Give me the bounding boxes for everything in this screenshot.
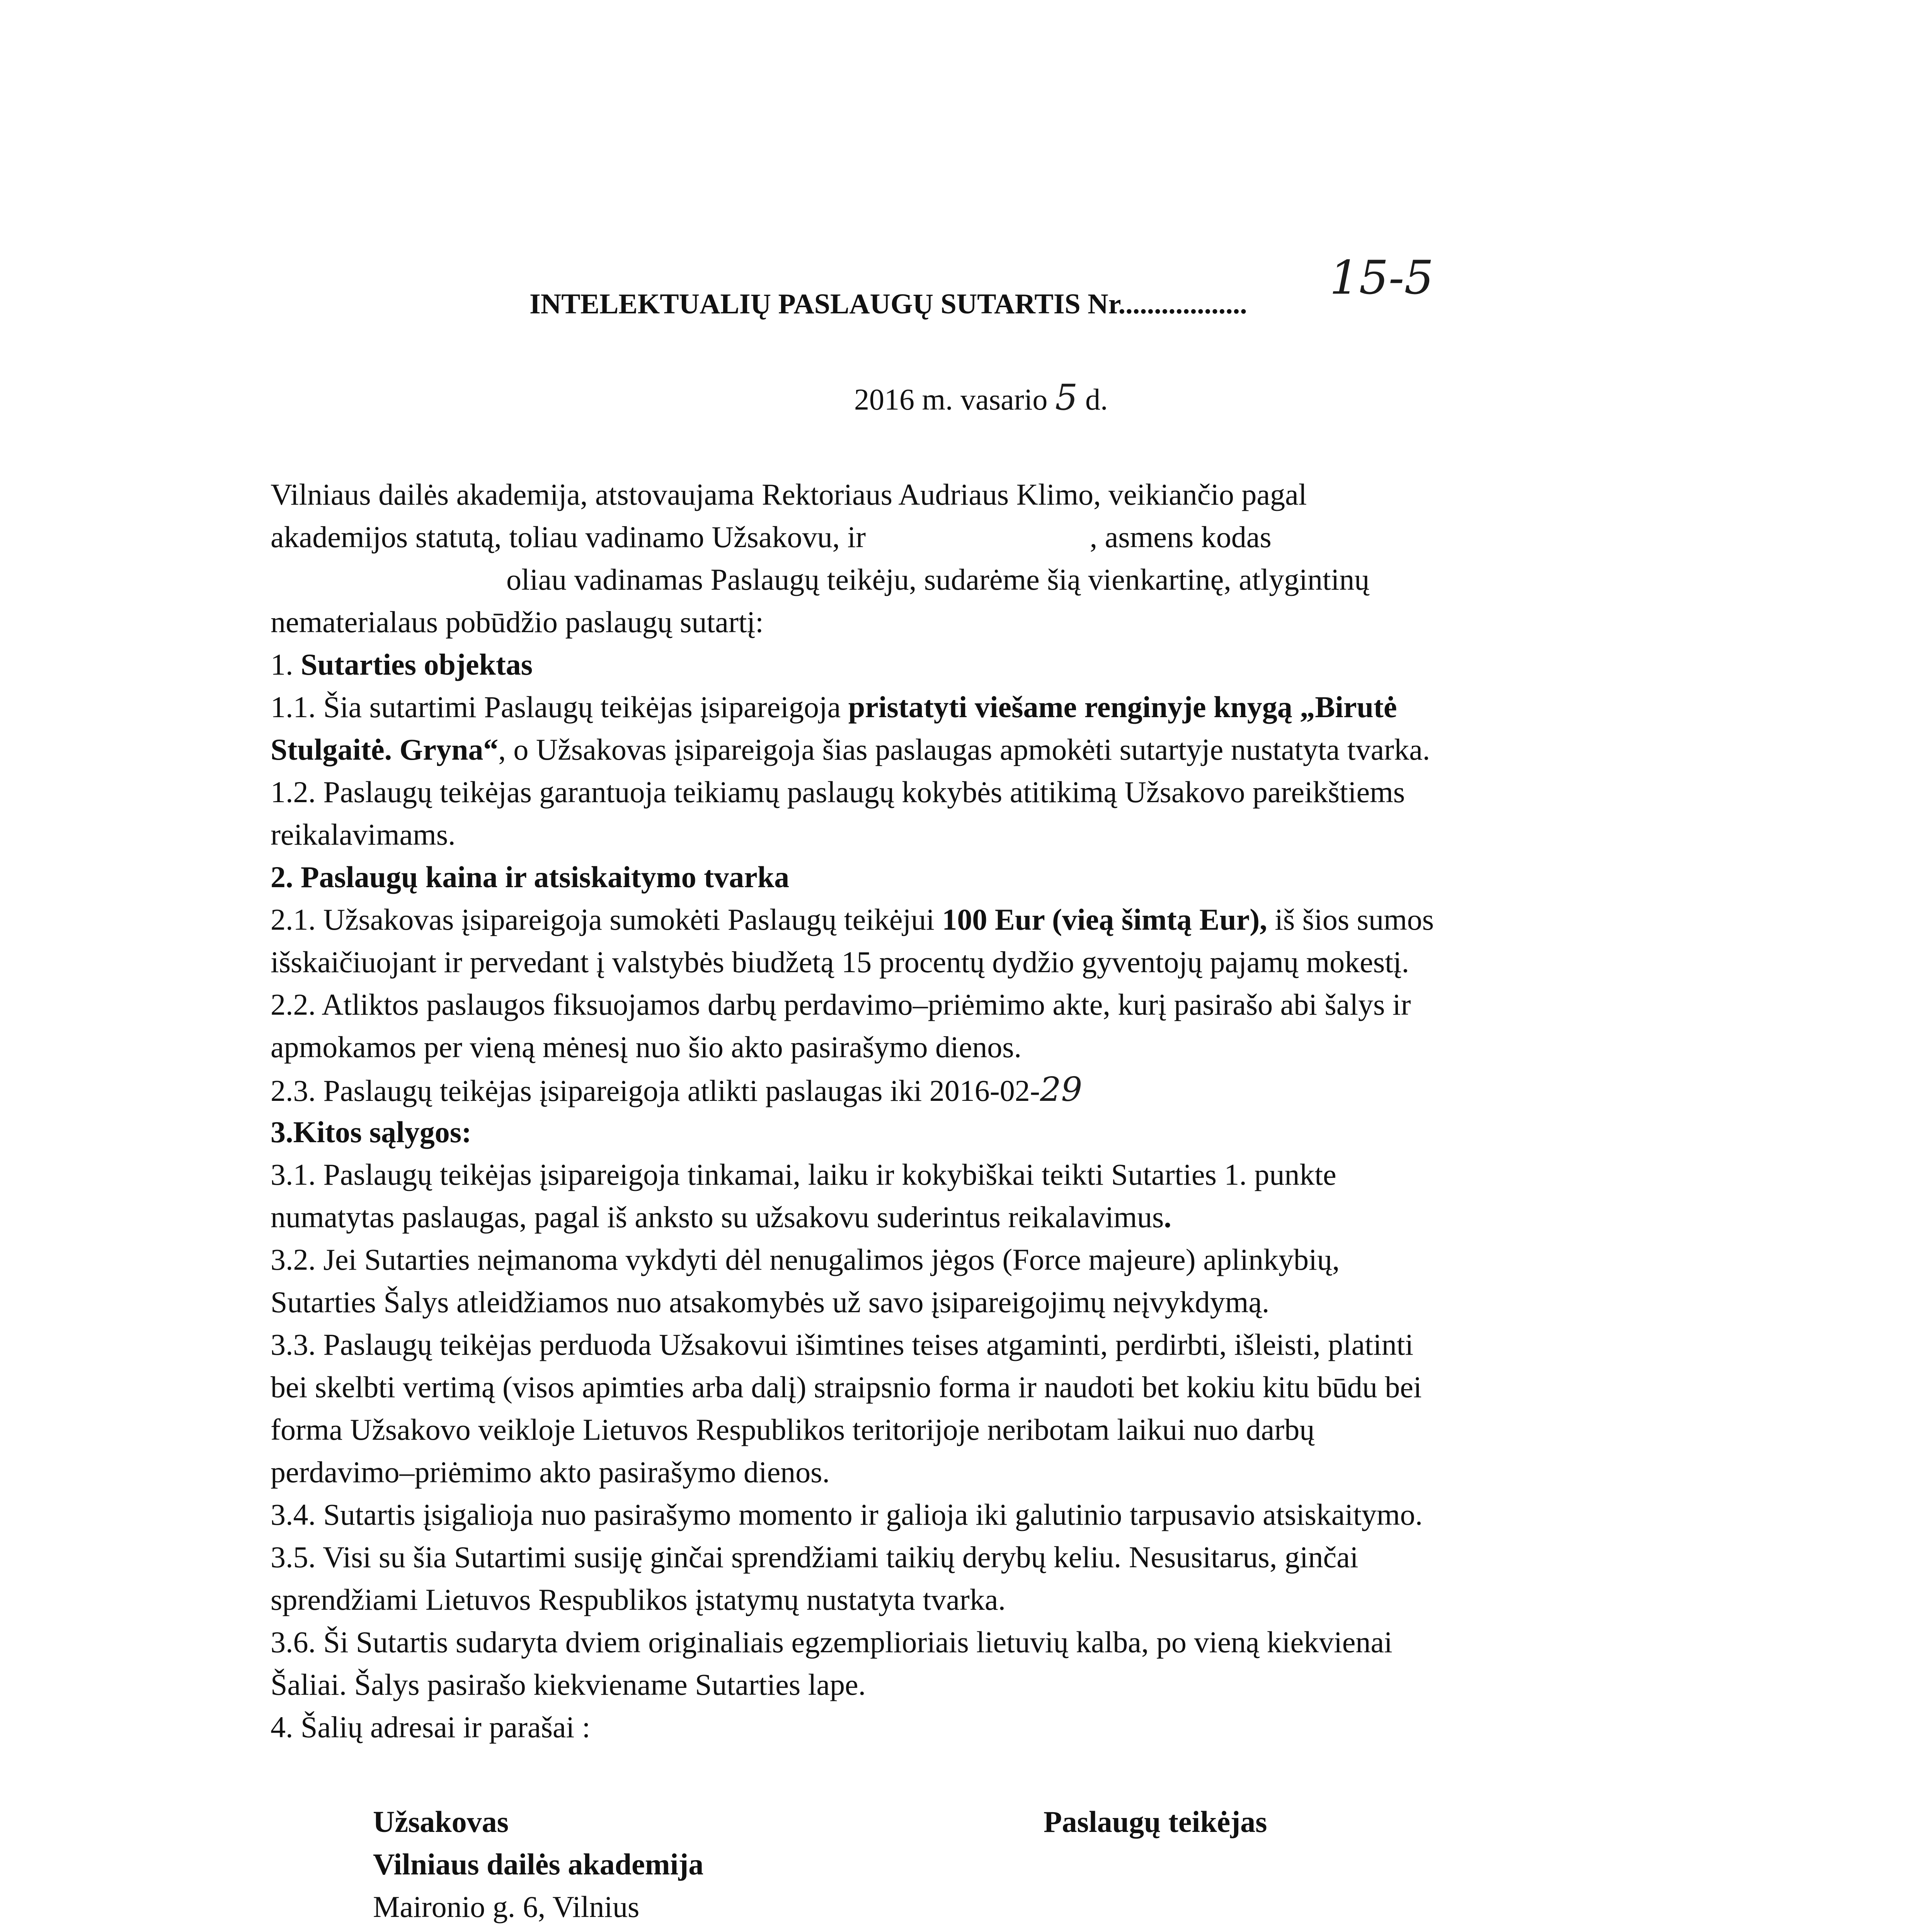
clause-line [271,686,1778,728]
title-dots: .................. [1118,288,1247,320]
clause-text: iš šios sumos [1267,903,1434,936]
clause-text: , o Užsakovas įsipareigoja šias paslaugas apmokėti sutartyje nustatyta tvarka. [498,733,1430,766]
date-after: d. [1078,383,1108,416]
clause-text: numatytas paslaugas, pagal iš anksto su užsakovu suderintus reikalavimus [271,1200,1164,1234]
contract-body [271,473,1778,1748]
intro-line [271,558,1778,601]
clause-line: 3.5. Visi su šia Sutartimi susiję ginčai sprendžiami taikių derybų keliu. Nesusitarus, ginčai [271,1540,1359,1574]
contract-title [529,288,1247,321]
intro-line [271,516,1778,558]
clause-line: sprendžiami Lietuvos Respublikos įstatymų nustatyta tvarka. [271,1583,1006,1616]
clause-line: perdavimo–priėmimo akto pasirašymo dienos. [271,1455,830,1489]
provider-block [1044,1801,1267,1843]
intro-line-part: akademijos statutą, toliau vadinamo Užsakovu, ir [271,520,873,554]
clause-line [271,728,1778,771]
handwritten-deadline-day: 29 [1040,1070,1083,1109]
clause-text: 2.3. Paslaugų teikėjas įsipareigoja atlikti paslaugas iki 2016-02- [271,1074,1040,1107]
clause-line: 3.3. Paslaugų teikėjas perduoda Užsakovui išimtines teises atgaminti, perdirbti, išleisti, platinti [271,1328,1413,1361]
intro-line-part: , asmens kodas [1090,520,1272,554]
clause-bold-dot: . [1164,1200,1171,1234]
customer-name: Vilniaus dailės akademija [373,1847,704,1881]
customer-phone [373,1928,703,1932]
clause-line [271,1068,1778,1111]
provider-role: Paslaugų teikėjas [1044,1805,1267,1838]
section-heading [271,643,1778,686]
clause-bold-text: pristatyti viešame renginyje knygą „Birutė [848,690,1397,724]
contract-number-text: 15-5 [1330,251,1434,305]
section-heading: 2. Paslaugų kaina ir atsiskaitymo tvarka [271,860,790,894]
heading-text: Sutarties objektas [301,648,533,681]
clause-line: reikalavimams. [271,818,456,851]
clause-line: forma Užsakovo veikloje Lietuvos Respublikos teritorijoje neribotam laikui nuo darbų [271,1413,1315,1446]
clause-line: 3.4. Sutartis įsigalioja nuo pasirašymo momento ir galioja iki galutinio tarpusavio atsiskaitymo. [271,1498,1423,1531]
clause-line: Šaliai. Šalys pasirašo kiekviename Sutarties lape. [271,1668,866,1701]
intro-line: nematerialaus pobūdžio paslaugų sutartį: [271,605,764,639]
customer-block [373,1801,703,1932]
clause-line: 3.2. Jei Sutarties neįmanoma vykdyti dėl nenugalimos jėgos (Force majeure) aplinkybių, [271,1243,1340,1276]
clause-line: 3.1. Paslaugų teikėjas įsipareigoja tinkamai, laiku ir kokybiškai teikti Sutarties 1. punkte [271,1158,1336,1191]
customer-role: Užsakovas [373,1805,509,1838]
date-day-handwritten: 5 [1055,377,1078,418]
contract-date [854,377,1108,418]
clause-text: 2.1. Užsakovas įsipareigoja sumokėti Paslaugų teikėjui [271,903,942,936]
heading-number: 1. [271,648,301,681]
clause-line: 3.6. Ši Sutartis sudaryta dviem originaliais egzemplioriais lietuvių kalba, po vieną kiekvienai [271,1625,1393,1659]
intro-line-part: oliau vadinamas Paslaugų teikėju, sudarėme šią vienkartinę, atlygintinų [506,563,1370,596]
intro-line: Vilniaus dailės akademija, atstovaujama Rektoriaus Audriaus Klimo, veikiančio pagal [271,478,1307,511]
section-heading: 3.Kitos sąlygos: [271,1115,472,1149]
customer-address: Maironio g. 6, Vilnius [373,1890,640,1923]
clause-bold-text: Stulgaitė. Gryna“ [271,733,499,766]
clause-line: bei skelbti vertimą (visos apimties arba dalį) straipsnio forma ir naudoti bet kokiu kitu būdu bei [271,1370,1422,1404]
clause-line [271,898,1778,941]
clause-line: 2.2. Atliktos paslaugos fiksuojamos darbų perdavimo–priėmimo akte, kurį pasirašo abi šalys ir [271,988,1411,1021]
clause-line: 1.2. Paslaugų teikėjas garantuoja teikiamų paslaugų kokybės atitikimą Užsakovo pareikštiems [271,775,1405,809]
clause-line: išskaičiuojant ir pervedant į valstybės biudžetą 15 procentų dydžio gyventojų pajamų mokestį. [271,945,1409,979]
clause-line: apmokamos per vieną mėnesį nuo šio akto pasirašymo dienos. [271,1030,1022,1064]
clause-bold-text: 100 Eur (vieą šimtą Eur), [942,903,1267,936]
clause-line [271,1196,1778,1238]
clause-text: 1.1. Šia sutartimi Paslaugų teikėjas įsipareigoja [271,690,848,724]
section-heading: 4. Šalių adresai ir parašai : [271,1710,591,1744]
date-before: 2016 m. vasario [854,383,1055,416]
handwritten-contract-number [1330,251,1434,305]
title-text: INTELEKTUALIŲ PASLAUGŲ SUTARTIS Nr [529,288,1119,320]
clause-line: Sutarties Šalys atleidžiamos nuo atsakomybės už savo įsipareigojimų neįvykdymą. [271,1285,1270,1319]
